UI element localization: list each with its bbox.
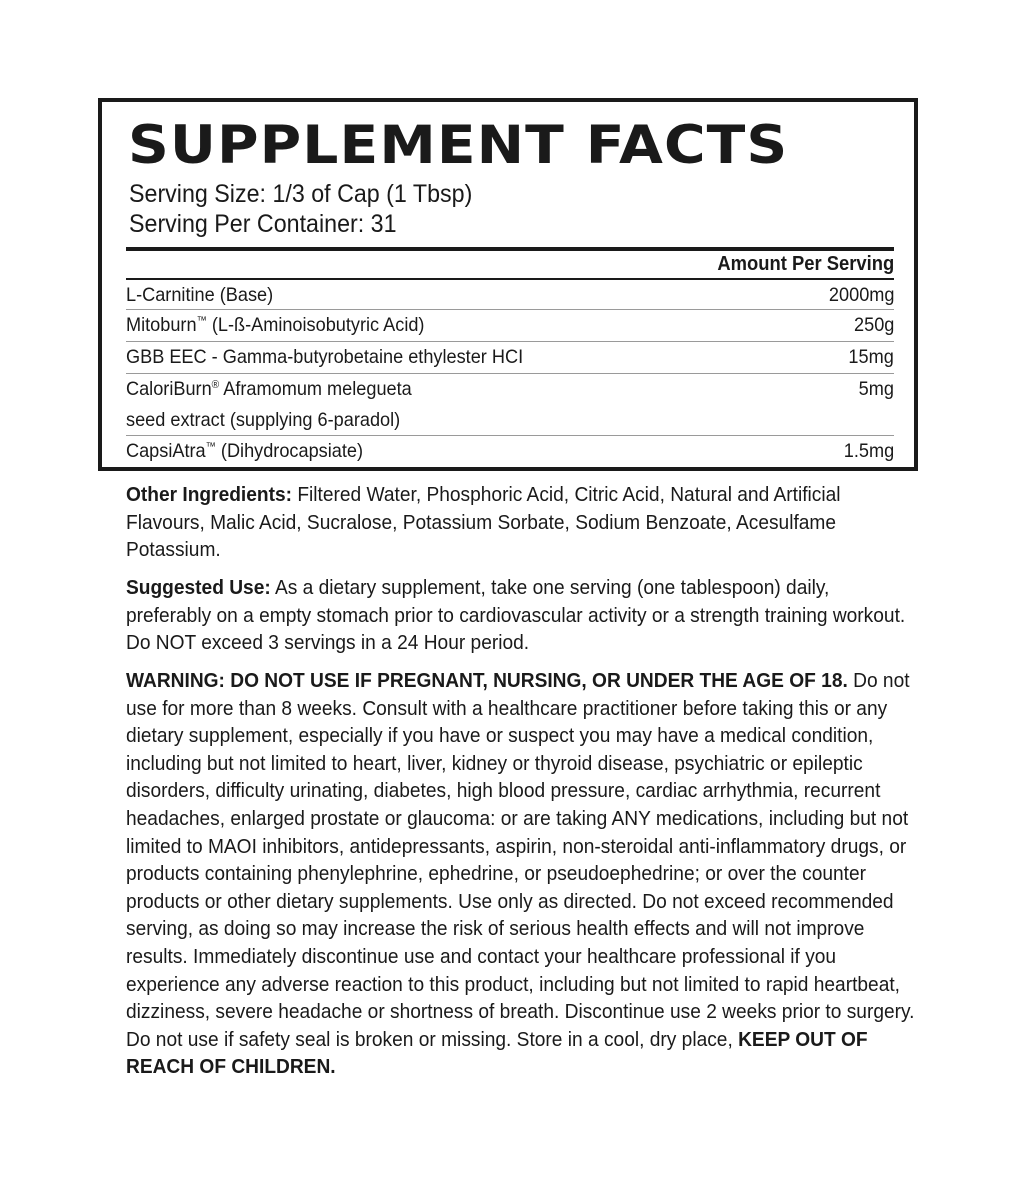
ingredient-name-continued: seed extract (supplying 6-paradol) [126,409,401,431]
ingredient-row [126,342,894,374]
amount-per-serving-header: Amount Per Serving [717,253,894,275]
ingredient-row [126,374,894,436]
suggested-use [126,574,916,657]
ingredient-row [126,280,894,310]
other-ingredients-label: Other Ingredients: [126,483,293,506]
servings-per-container: Serving Per Container: 31 [129,210,397,238]
ingredient-name: Mitoburn™ (L-ß-Aminoisobutyric Acid) [126,314,425,336]
supplement-facts-panel [98,98,918,471]
ingredient-row [126,310,894,342]
suggested-use-text: As a dietary supplement, take one serving (one tablespoon) daily, preferably on a empty stomach prior to cardiovascular activity or a strength training workout. Do NOT exceed 3 servings in a 24 Hour period. [126,576,906,655]
ingredient-name: GBB EEC - Gamma-butyrobetaine ethylester HCI [126,346,524,368]
other-ingredients-text: Filtered Water, Phosphoric Acid, Citric Acid, Natural and Artificial Flavours, Malic Acid, Sucralose, Potassium Sorbate, Sodium Benzoate, Acesulfame Potassium. [126,483,841,562]
ingredient-amount: 1.5mg [843,440,894,462]
facts-title: SUPPLEMENT FACTS [128,115,789,176]
trademark-mark: ™ [205,441,216,453]
ingredient-amount: 15mg [848,346,894,368]
ingredient-amount: 250g [853,314,894,336]
warning [126,667,916,1081]
warning-label: WARNING: DO NOT USE IF PREGNANT, NURSING, OR UNDER THE AGE OF 18. [126,669,848,692]
ingredient-name: CaloriBurn® Aframomum melegueta [126,378,412,400]
ingredient-name: CapsiAtra™ (Dihydrocapsiate) [126,440,364,462]
ingredient-row [126,436,894,466]
registered-mark: ® [211,379,220,391]
trademark-mark: ™ [196,315,207,327]
keep-out-of-reach-notice: KEEP OUT OF REACH OF CHILDREN. [126,1027,868,1079]
serving-size: Serving Size: 1/3 of Cap (1 Tbsp) [129,180,473,208]
other-ingredients [126,481,916,564]
ingredient-amount: 5mg [858,378,894,400]
ingredient-amount: 2000mg [828,284,894,306]
ingredient-name: L-Carnitine (Base) [126,284,274,306]
warning-text: Do not use for more than 8 weeks. Consult with a healthcare practitioner before taking this or any dietary supplement, especially if you have or suspect you may have a medical condition, including but not limited to heart, liver, kidney or thyroid disease, psychiatric or epileptic disorders, difficulty urinating, diabetes, high blood pressure, cardiac arrhythmia, recurrent headaches, enlarged prostate or glaucoma: or are taking ANY medications, including but not limited to MAOI inhibitors, antidepressants, aspirin, non-steroidal anti-inflammatory drugs, or products containing phenylephrine, ephedrine, or pseudoephedrine; or over the counter products or other dietary supplements. Use only as directed. Do not exceed recommended serving, as doing so may increase the risk of serious health effects and will not improve results. Immediately discontinue use and contact your healthcare professional if you experience any adverse reaction to this product, including but not limited to rapid heartbeat, dizziness, severe headache or shortness of breath. Discontinue use 2 weeks prior to surgery. Do not use if safety seal is broken or missing. Store in a cool, dry place, [126,669,915,1051]
suggested-use-label: Suggested Use: [126,576,271,599]
